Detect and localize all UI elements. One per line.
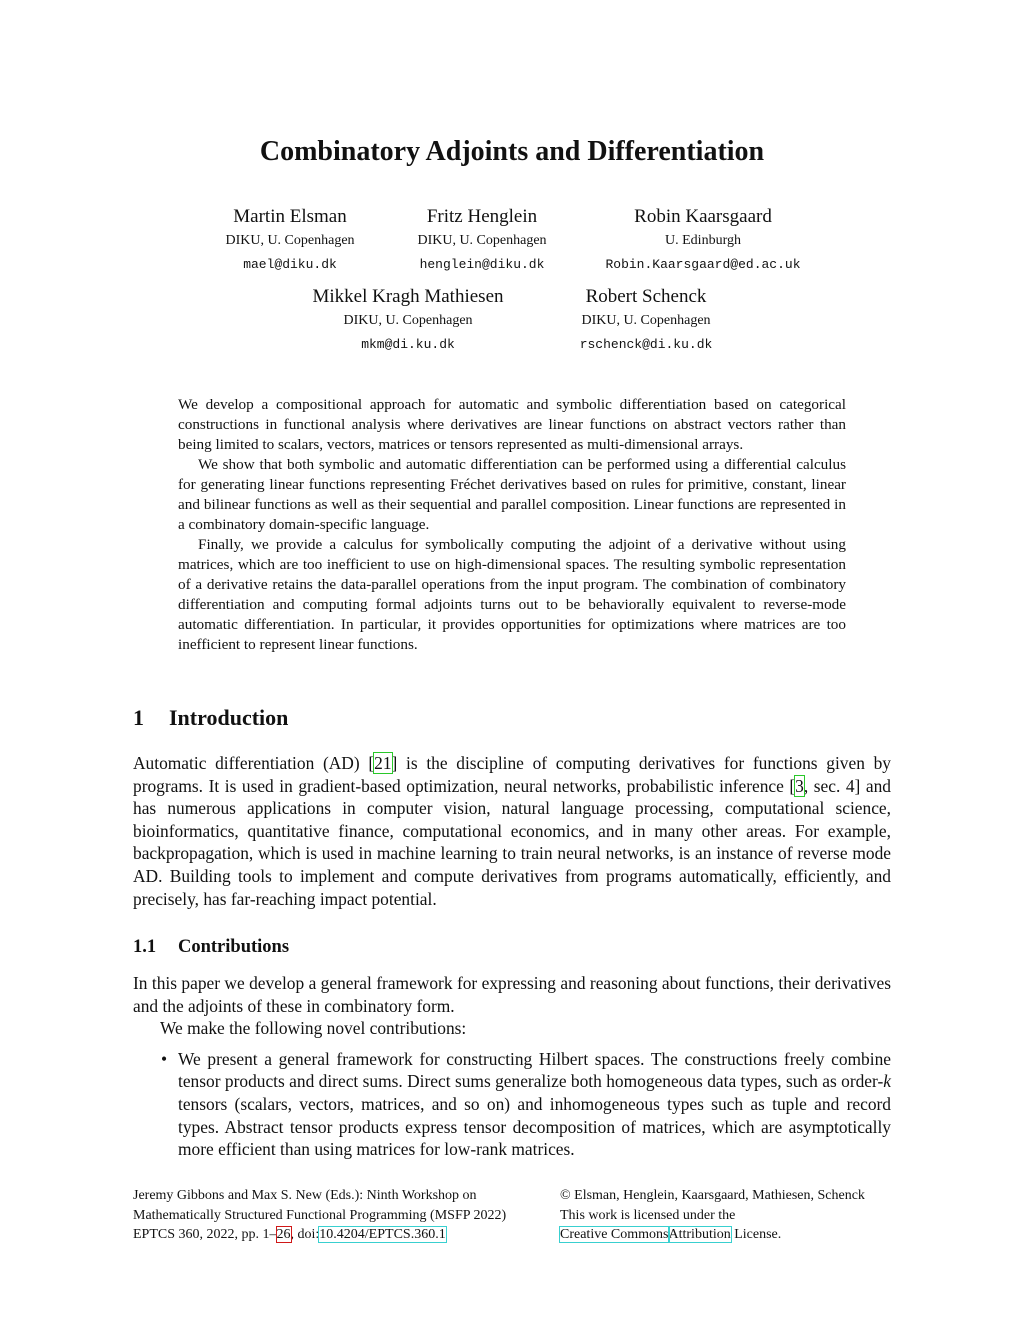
author-affiliation: U. Edinburgh (665, 233, 741, 248)
page-count-link[interactable]: 26 (276, 1227, 291, 1242)
author-affiliation: DIKU, U. Copenhagen (417, 233, 547, 248)
author-block (583, 205, 823, 275)
text-span: tensors (scalars, vectors, matrices, and so on) and inhomogeneous types such as tuple and record types. Abstract tensor products express tensor decomposition of matrices, which are asymptotically more efficient than using matrices for low-rank matrices. (178, 1093, 891, 1160)
text-span: We present a general framework for constructing Hilbert spaces. The constructions freely combine tensor products and direct sums. Direct sums generalize both homogeneous data types, such as order- (178, 1048, 891, 1092)
author-name: Robin Kaarsgaard (634, 206, 772, 227)
contributions-body (133, 972, 891, 1161)
author-block (288, 285, 528, 355)
section-heading (133, 705, 288, 731)
abstract-paragraph: We develop a compositional approach for automatic and symbolic differentiation based on categorical constructions in functional analysis where derivatives are linear functions on abstract vectors rather than being limited to scalars, vectors, matrices or tensors represented as multi-dimensional arrays. (178, 396, 846, 453)
citation-link[interactable]: 3 (795, 775, 804, 796)
intro-paragraph (133, 752, 891, 910)
author-affiliation: DIKU, U. Copenhagen (581, 313, 711, 328)
text-span: License. (730, 1227, 782, 1242)
section-title: Introduction (169, 705, 289, 730)
doi-link[interactable]: 10.4204/EPTCS.360.1 (319, 1227, 446, 1242)
author-block (382, 205, 582, 275)
citation-link[interactable]: 21 (374, 753, 392, 773)
text-span: EPTCS 360, 2022, pp. 1– (133, 1227, 277, 1242)
author-block (546, 285, 746, 355)
author-email: mael@diku.dk (243, 257, 337, 272)
section-number: 1 (133, 705, 144, 730)
footer-license (560, 1186, 900, 1245)
author-block (190, 205, 390, 275)
author-name: Fritz Henglein (426, 206, 538, 227)
subsection-title: Contributions (178, 937, 290, 957)
author-email: mkm@di.ku.dk (361, 337, 455, 352)
abstract-paragraph: We show that both symbolic and automatic differentiation can be performed using a differential calculus for generating linear functions representing Fréchet derivatives based on rules for primitive, constant, linear and bilinear functions as well as their sequential and parallel composition. Linear functions are represented in a combinatory domain-specific language. (178, 456, 846, 533)
author-name: Mikkel Kragh Mathiesen (312, 286, 504, 307)
author-email: rschenck@di.ku.dk (579, 337, 713, 352)
creative-commons-link[interactable]: Creative Commons (560, 1227, 669, 1242)
footer-line: Jeremy Gibbons and Max S. New (Eds.): Ninth Workshop on (133, 1188, 477, 1203)
contributions-paragraph: We make the following novel contributions: (160, 1018, 467, 1039)
subsection-number: 1.1 (133, 937, 157, 957)
abstract-paragraph: Finally, we provide a calculus for symbolically computing the adjoint of a derivative without using matrices, which are too inefficient to use on high-dimensional spaces. The resulting symbolic representation of a derivative retains the data-parallel operations from the input program. The combination of combinatory differentiation and computing formal adjoints turns out to be behaviorally equivalent to reverse-mode automatic differentiation. In particular, it provides opportunities for optimizations where matrices are too inefficient to represent linear functions. (178, 536, 846, 653)
footer-line: This work is licensed under the (560, 1207, 736, 1223)
bullet-icon: • (161, 1048, 168, 1069)
footer-line: Mathematically Structured Functional Programming (MSFP 2022) (133, 1207, 507, 1223)
author-email: henglein@diku.dk (419, 257, 545, 272)
footer-line: © Elsman, Henglein, Kaarsgaard, Mathiesen, Schenck (560, 1188, 865, 1203)
author-name: Martin Elsman (233, 206, 347, 227)
footer-line (133, 1225, 553, 1245)
author-name: Robert Schenck (585, 286, 707, 307)
text-span: ] is the discipline of computing derivatives for functions given by programs. It is used in gradient-based optimization, neural networks, probabilistic inference [ (133, 753, 891, 796)
abstract (178, 395, 846, 655)
text-span: , doi: (290, 1227, 320, 1242)
author-email: Robin.Kaarsgaard@ed.ac.uk (605, 257, 801, 272)
text-span: Automatic differentiation (AD) [ (133, 753, 375, 773)
attribution-link[interactable]: Attribution (668, 1227, 731, 1242)
contributions-paragraph: In this paper we develop a general framework for expressing and reasoning about functions, their derivatives and the adjoints of these in combinatory form. (133, 973, 891, 1016)
author-affiliation: DIKU, U. Copenhagen (225, 233, 355, 248)
footer-venue (133, 1186, 553, 1245)
subsection-heading (133, 937, 289, 958)
author-affiliation: DIKU, U. Copenhagen (343, 313, 473, 328)
text-span: , sec. 4] and has numerous applications in computer vision, natural language processing, computational science, bioinformatics, quantitative finance, computational economics, and in many other areas. For example, backpropagation, which is used in machine learning to train neural networks, is an instance of reverse mode AD. Building tools to implement and compute derivatives from programs automatically, efficiently, and precisely, has far-reaching impact potential. (133, 775, 891, 909)
list-item (161, 1048, 891, 1161)
math-variable: k (883, 1071, 891, 1092)
paper-title: Combinatory Adjoints and Differentiation (259, 136, 765, 167)
footer-line (560, 1225, 900, 1245)
contributions-list (133, 1048, 891, 1161)
